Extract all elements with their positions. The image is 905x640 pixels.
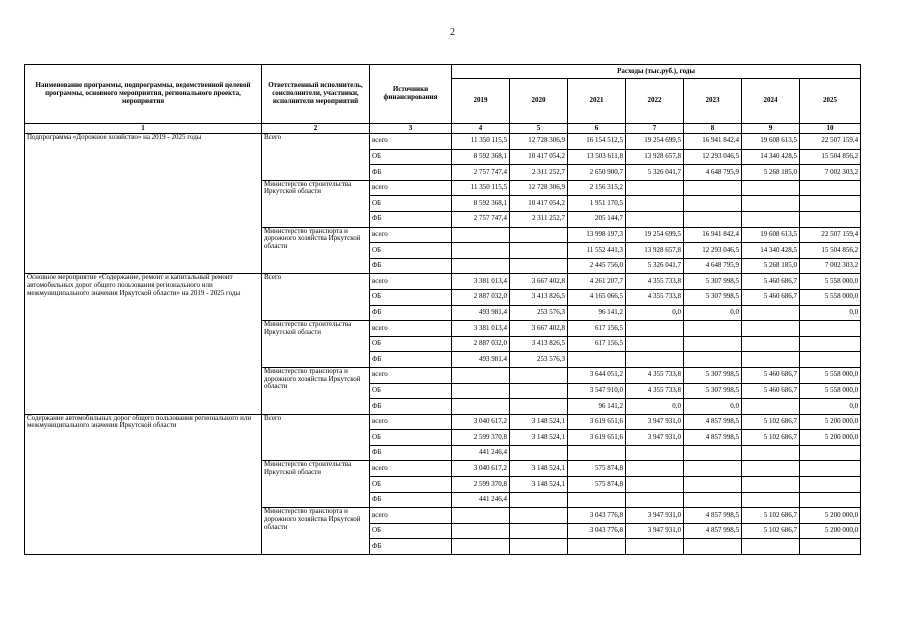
amount-cell-2024 (742, 352, 800, 368)
amount-cell-2021: 2 156 315,2 (568, 180, 626, 196)
amount-cell-2022 (626, 461, 684, 477)
amount-cell-2022: 3 947 931,0 (626, 523, 684, 539)
amount-cell-2020 (510, 399, 568, 415)
amount-cell-2019: 3 040 617,2 (452, 414, 510, 430)
amount-cell-2023 (684, 492, 742, 508)
amount-cell-2020 (510, 367, 568, 383)
amount-cell-2021: 11 552 441,3 (568, 243, 626, 259)
amount-cell-2024: 19 608 613,5 (742, 134, 800, 150)
header-name: Наименование программы, подпрограммы, ведомственной целевой программы, основного мероприятия, регионального проекта, мероприятия (25, 65, 262, 124)
amount-cell-2025: 5 200 000,0 (800, 430, 861, 446)
amount-cell-2023: 5 307 998,5 (684, 367, 742, 383)
amount-cell-2020 (510, 445, 568, 461)
executor-cell: Министерство транспорта и дорожного хозяйства Иркутской области (262, 367, 370, 414)
amount-cell-2019: 11 350 115,5 (452, 180, 510, 196)
amount-cell-2024: 5 460 686,7 (742, 383, 800, 399)
amount-cell-2025: 0,0 (800, 305, 861, 321)
amount-cell-2023 (684, 211, 742, 227)
header-column-number: 1 (25, 124, 262, 134)
header-column-number: 2 (262, 124, 370, 134)
amount-cell-2021: 575 874,8 (568, 477, 626, 493)
amount-cell-2021: 3 619 651,6 (568, 414, 626, 430)
amount-cell-2019: 2 757 747,4 (452, 211, 510, 227)
funding-source-cell: всего (370, 274, 452, 290)
amount-cell-2020: 253 576,3 (510, 352, 568, 368)
funding-source-cell: всего (370, 508, 452, 524)
header-year-2022: 2022 (626, 79, 684, 124)
amount-cell-2025 (800, 461, 861, 477)
amount-cell-2021 (568, 352, 626, 368)
amount-cell-2025 (800, 211, 861, 227)
amount-cell-2024: 5 460 686,7 (742, 367, 800, 383)
amount-cell-2019: 8 592 368,1 (452, 196, 510, 212)
amount-cell-2022: 4 355 733,8 (626, 383, 684, 399)
amount-cell-2024: 5 102 686,7 (742, 414, 800, 430)
executor-cell: Министерство строительства Иркутской области (262, 321, 370, 368)
header-year-2025: 2025 (800, 79, 861, 124)
amount-cell-2025: 0,0 (800, 399, 861, 415)
header-year-2023: 2023 (684, 79, 742, 124)
amount-cell-2025: 15 504 856,2 (800, 149, 861, 165)
amount-cell-2022: 13 928 657,8 (626, 243, 684, 259)
funding-source-cell: ОБ (370, 336, 452, 352)
amount-cell-2023: 4 857 998,5 (684, 430, 742, 446)
amount-cell-2024: 5 102 686,7 (742, 430, 800, 446)
amount-cell-2023: 0,0 (684, 305, 742, 321)
header-year-2019: 2019 (452, 79, 510, 124)
amount-cell-2025: 22 507 159,4 (800, 227, 861, 243)
amount-cell-2020: 3 148 524,1 (510, 477, 568, 493)
executor-cell: Министерство транспорта и дорожного хозяйства Иркутской области (262, 508, 370, 555)
amount-cell-2023: 5 307 998,5 (684, 383, 742, 399)
amount-cell-2025 (800, 321, 861, 337)
amount-cell-2025 (800, 492, 861, 508)
header-year-2024: 2024 (742, 79, 800, 124)
amount-cell-2025 (800, 477, 861, 493)
amount-cell-2020: 10 417 054,2 (510, 149, 568, 165)
amount-cell-2024 (742, 477, 800, 493)
amount-cell-2023 (684, 461, 742, 477)
amount-cell-2022 (626, 321, 684, 337)
amount-cell-2024 (742, 336, 800, 352)
amount-cell-2025: 5 200 000,0 (800, 508, 861, 524)
amount-cell-2024 (742, 539, 800, 555)
amount-cell-2021 (568, 539, 626, 555)
amount-cell-2023: 12 293 046,5 (684, 149, 742, 165)
funding-source-cell: ОБ (370, 289, 452, 305)
amount-cell-2019: 441 246,4 (452, 492, 510, 508)
amount-cell-2023: 4 857 998,5 (684, 508, 742, 524)
amount-cell-2022: 5 326 041,7 (626, 258, 684, 274)
funding-source-cell: всего (370, 180, 452, 196)
table-row (25, 274, 861, 290)
amount-cell-2022 (626, 477, 684, 493)
amount-cell-2022: 3 947 931,0 (626, 414, 684, 430)
amount-cell-2019 (452, 508, 510, 524)
amount-cell-2025 (800, 180, 861, 196)
amount-cell-2023: 0,0 (684, 399, 742, 415)
amount-cell-2023 (684, 336, 742, 352)
amount-cell-2022 (626, 352, 684, 368)
amount-cell-2022 (626, 492, 684, 508)
amount-cell-2024: 14 340 428,5 (742, 149, 800, 165)
header-column-number: 7 (626, 124, 684, 134)
funding-source-cell: ОБ (370, 430, 452, 446)
amount-cell-2025: 7 002 303,2 (800, 258, 861, 274)
amount-cell-2021: 617 156,5 (568, 336, 626, 352)
funding-source-cell: всего (370, 461, 452, 477)
funding-source-cell: ФБ (370, 165, 452, 181)
program-name-cell: Содержание автомобильных дорог общего пользования регионального или межмуниципального значения Иркутской области (25, 414, 262, 554)
amount-cell-2024 (742, 180, 800, 196)
funding-source-cell: всего (370, 367, 452, 383)
amount-cell-2023 (684, 477, 742, 493)
amount-cell-2020: 3 413 826,5 (510, 289, 568, 305)
amount-cell-2021: 3 619 651,6 (568, 430, 626, 446)
amount-cell-2020: 253 576,3 (510, 305, 568, 321)
amount-cell-2022: 5 326 041,7 (626, 165, 684, 181)
amount-cell-2021: 3 547 910,0 (568, 383, 626, 399)
amount-cell-2023: 16 941 842,4 (684, 134, 742, 150)
header-column-number: 10 (800, 124, 861, 134)
amount-cell-2021: 3 644 051,2 (568, 367, 626, 383)
executor-cell: Всего (262, 414, 370, 461)
amount-cell-2020: 3 148 524,1 (510, 414, 568, 430)
amount-cell-2024 (742, 305, 800, 321)
amount-cell-2024 (742, 445, 800, 461)
amount-cell-2020 (510, 383, 568, 399)
amount-cell-2019: 3 381 013,4 (452, 274, 510, 290)
amount-cell-2021: 3 043 776,8 (568, 523, 626, 539)
amount-cell-2019: 3 381 013,4 (452, 321, 510, 337)
amount-cell-2020: 3 667 402,8 (510, 274, 568, 290)
funding-source-cell: ФБ (370, 399, 452, 415)
amount-cell-2019: 2 599 370,8 (452, 430, 510, 446)
amount-cell-2024 (742, 211, 800, 227)
funding-source-cell: ОБ (370, 196, 452, 212)
amount-cell-2024 (742, 196, 800, 212)
amount-cell-2023 (684, 321, 742, 337)
funding-source-cell: всего (370, 321, 452, 337)
executor-cell: Министерство транспорта и дорожного хозяйства Иркутской области (262, 227, 370, 274)
amount-cell-2021 (568, 492, 626, 508)
amount-cell-2023: 5 307 998,5 (684, 289, 742, 305)
amount-cell-2024: 5 102 686,7 (742, 508, 800, 524)
amount-cell-2025: 5 558 000,0 (800, 274, 861, 290)
amount-cell-2022: 4 355 733,8 (626, 289, 684, 305)
amount-cell-2022: 3 947 931,0 (626, 508, 684, 524)
header-expenses: Расходы (тыс.руб.), годы (452, 65, 861, 79)
amount-cell-2022 (626, 180, 684, 196)
amount-cell-2022 (626, 539, 684, 555)
amount-cell-2025: 5 558 000,0 (800, 367, 861, 383)
amount-cell-2021: 1 951 170,5 (568, 196, 626, 212)
funding-source-cell: всего (370, 134, 452, 150)
amount-cell-2023: 4 857 998,5 (684, 523, 742, 539)
amount-cell-2019 (452, 258, 510, 274)
amount-cell-2023: 5 307 998,5 (684, 274, 742, 290)
header-column-number: 5 (510, 124, 568, 134)
table-row (25, 414, 861, 430)
amount-cell-2022 (626, 196, 684, 212)
amount-cell-2019: 11 350 115,5 (452, 134, 510, 150)
funding-source-cell: ОБ (370, 477, 452, 493)
amount-cell-2025 (800, 445, 861, 461)
amount-cell-2019: 441 246,4 (452, 445, 510, 461)
executor-cell: Всего (262, 274, 370, 321)
amount-cell-2023: 12 293 046,5 (684, 243, 742, 259)
amount-cell-2019: 8 592 368,1 (452, 149, 510, 165)
funding-source-cell: ФБ (370, 258, 452, 274)
amount-cell-2020: 3 148 524,1 (510, 461, 568, 477)
amount-cell-2021: 13 998 197,3 (568, 227, 626, 243)
amount-cell-2025: 5 558 000,0 (800, 289, 861, 305)
amount-cell-2021: 96 141,2 (568, 399, 626, 415)
amount-cell-2025: 5 200 000,0 (800, 523, 861, 539)
funding-source-cell: всего (370, 227, 452, 243)
amount-cell-2023: 4 857 998,5 (684, 414, 742, 430)
amount-cell-2020 (510, 539, 568, 555)
funding-source-cell: ФБ (370, 352, 452, 368)
amount-cell-2021: 4 165 066,5 (568, 289, 626, 305)
amount-cell-2023: 4 648 795,9 (684, 165, 742, 181)
amount-cell-2023 (684, 180, 742, 196)
header-source: Источники финансирования (370, 65, 452, 124)
amount-cell-2020: 10 417 054,2 (510, 196, 568, 212)
amount-cell-2023 (684, 196, 742, 212)
page-number: 2 (450, 27, 455, 38)
funding-source-cell: ФБ (370, 539, 452, 555)
amount-cell-2020 (510, 523, 568, 539)
amount-cell-2024: 5 460 686,7 (742, 289, 800, 305)
program-name-cell: Подпрограмма «Дорожное хозяйство» на 2019 - 2025 годы (25, 134, 262, 274)
header-column-number: 9 (742, 124, 800, 134)
executor-cell: Всего (262, 134, 370, 181)
amount-cell-2019 (452, 399, 510, 415)
amount-cell-2020: 12 728 306,9 (510, 134, 568, 150)
amount-cell-2019: 493 981,4 (452, 305, 510, 321)
amount-cell-2020: 2 311 252,7 (510, 165, 568, 181)
funding-source-cell: ОБ (370, 149, 452, 165)
amount-cell-2021 (568, 445, 626, 461)
executor-cell: Министерство строительства Иркутской области (262, 461, 370, 508)
amount-cell-2020: 3 667 402,8 (510, 321, 568, 337)
amount-cell-2019 (452, 539, 510, 555)
amount-cell-2022: 4 355 733,8 (626, 367, 684, 383)
table-body (25, 134, 861, 555)
table-row (25, 134, 861, 150)
amount-cell-2025: 7 002 303,2 (800, 165, 861, 181)
amount-cell-2020 (510, 258, 568, 274)
amount-cell-2019 (452, 227, 510, 243)
amount-cell-2025 (800, 352, 861, 368)
amount-cell-2021: 2 650 900,7 (568, 165, 626, 181)
header-column-number: 4 (452, 124, 510, 134)
amount-cell-2020: 2 311 252,7 (510, 211, 568, 227)
amount-cell-2020 (510, 243, 568, 259)
amount-cell-2021: 16 154 512,5 (568, 134, 626, 150)
amount-cell-2021: 575 874,8 (568, 461, 626, 477)
amount-cell-2022: 0,0 (626, 305, 684, 321)
funding-source-cell: ОБ (370, 243, 452, 259)
amount-cell-2020 (510, 508, 568, 524)
header-column-number: 6 (568, 124, 626, 134)
funding-source-cell: ФБ (370, 305, 452, 321)
funding-source-cell: ФБ (370, 211, 452, 227)
amount-cell-2020 (510, 492, 568, 508)
amount-cell-2021: 2 445 756,0 (568, 258, 626, 274)
budget-table (24, 64, 861, 555)
header-executor: Ответственный исполнитель, соисполнители, участники, исполнители мероприятий (262, 65, 370, 124)
amount-cell-2019 (452, 523, 510, 539)
amount-cell-2023 (684, 539, 742, 555)
amount-cell-2025: 22 507 159,4 (800, 134, 861, 150)
amount-cell-2020: 3 413 826,5 (510, 336, 568, 352)
amount-cell-2025: 15 504 856,2 (800, 243, 861, 259)
amount-cell-2021: 4 261 207,7 (568, 274, 626, 290)
amount-cell-2022: 13 928 657,8 (626, 149, 684, 165)
amount-cell-2022: 3 947 931,0 (626, 430, 684, 446)
amount-cell-2021: 3 043 776,8 (568, 508, 626, 524)
amount-cell-2020: 3 148 524,1 (510, 430, 568, 446)
amount-cell-2019 (452, 383, 510, 399)
funding-source-cell: ФБ (370, 492, 452, 508)
amount-cell-2019 (452, 243, 510, 259)
amount-cell-2023 (684, 445, 742, 461)
amount-cell-2024 (742, 321, 800, 337)
amount-cell-2019: 493 981,4 (452, 352, 510, 368)
amount-cell-2022 (626, 211, 684, 227)
amount-cell-2019: 3 040 617,2 (452, 461, 510, 477)
amount-cell-2024: 5 268 185,0 (742, 165, 800, 181)
executor-cell: Министерство строительства Иркутской области (262, 180, 370, 227)
amount-cell-2024: 5 102 686,7 (742, 523, 800, 539)
header-column-number: 3 (370, 124, 452, 134)
amount-cell-2024: 5 268 185,0 (742, 258, 800, 274)
amount-cell-2024 (742, 399, 800, 415)
funding-source-cell: ОБ (370, 383, 452, 399)
amount-cell-2022: 19 254 699,5 (626, 227, 684, 243)
header-year-2020: 2020 (510, 79, 568, 124)
funding-source-cell: всего (370, 414, 452, 430)
amount-cell-2022 (626, 445, 684, 461)
amount-cell-2021: 96 141,2 (568, 305, 626, 321)
amount-cell-2025: 5 558 000,0 (800, 383, 861, 399)
amount-cell-2019: 2 887 032,0 (452, 336, 510, 352)
amount-cell-2022: 0,0 (626, 399, 684, 415)
header-year-2021: 2021 (568, 79, 626, 124)
amount-cell-2025 (800, 196, 861, 212)
amount-cell-2024: 5 460 686,7 (742, 274, 800, 290)
amount-cell-2023: 4 648 795,9 (684, 258, 742, 274)
amount-cell-2024: 14 340 428,5 (742, 243, 800, 259)
amount-cell-2020 (510, 227, 568, 243)
funding-source-cell: ФБ (370, 445, 452, 461)
amount-cell-2024 (742, 461, 800, 477)
amount-cell-2025 (800, 539, 861, 555)
amount-cell-2021: 13 503 611,8 (568, 149, 626, 165)
amount-cell-2022 (626, 336, 684, 352)
amount-cell-2025: 5 200 000,0 (800, 414, 861, 430)
program-name-cell: Основное мероприятие «Содержание, ремонт и капитальный ремонт автомобильных дорог общего пользования регионального или межмуниципального значения Иркутской области» на 2019 - 2025 годы (25, 274, 262, 414)
amount-cell-2019: 2 599 370,8 (452, 477, 510, 493)
header-column-number: 8 (684, 124, 742, 134)
header-column-numbers-row (25, 124, 861, 134)
amount-cell-2022: 4 355 733,8 (626, 274, 684, 290)
amount-cell-2020: 12 728 306,9 (510, 180, 568, 196)
amount-cell-2021: 617 156,5 (568, 321, 626, 337)
amount-cell-2019 (452, 367, 510, 383)
amount-cell-2024: 19 608 613,5 (742, 227, 800, 243)
funding-source-cell: ОБ (370, 523, 452, 539)
amount-cell-2019: 2 887 032,0 (452, 289, 510, 305)
amount-cell-2019: 2 757 747,4 (452, 165, 510, 181)
amount-cell-2023 (684, 352, 742, 368)
amount-cell-2021: 205 144,7 (568, 211, 626, 227)
amount-cell-2022: 19 254 699,5 (626, 134, 684, 150)
amount-cell-2025 (800, 336, 861, 352)
amount-cell-2023: 16 941 842,4 (684, 227, 742, 243)
amount-cell-2024 (742, 492, 800, 508)
